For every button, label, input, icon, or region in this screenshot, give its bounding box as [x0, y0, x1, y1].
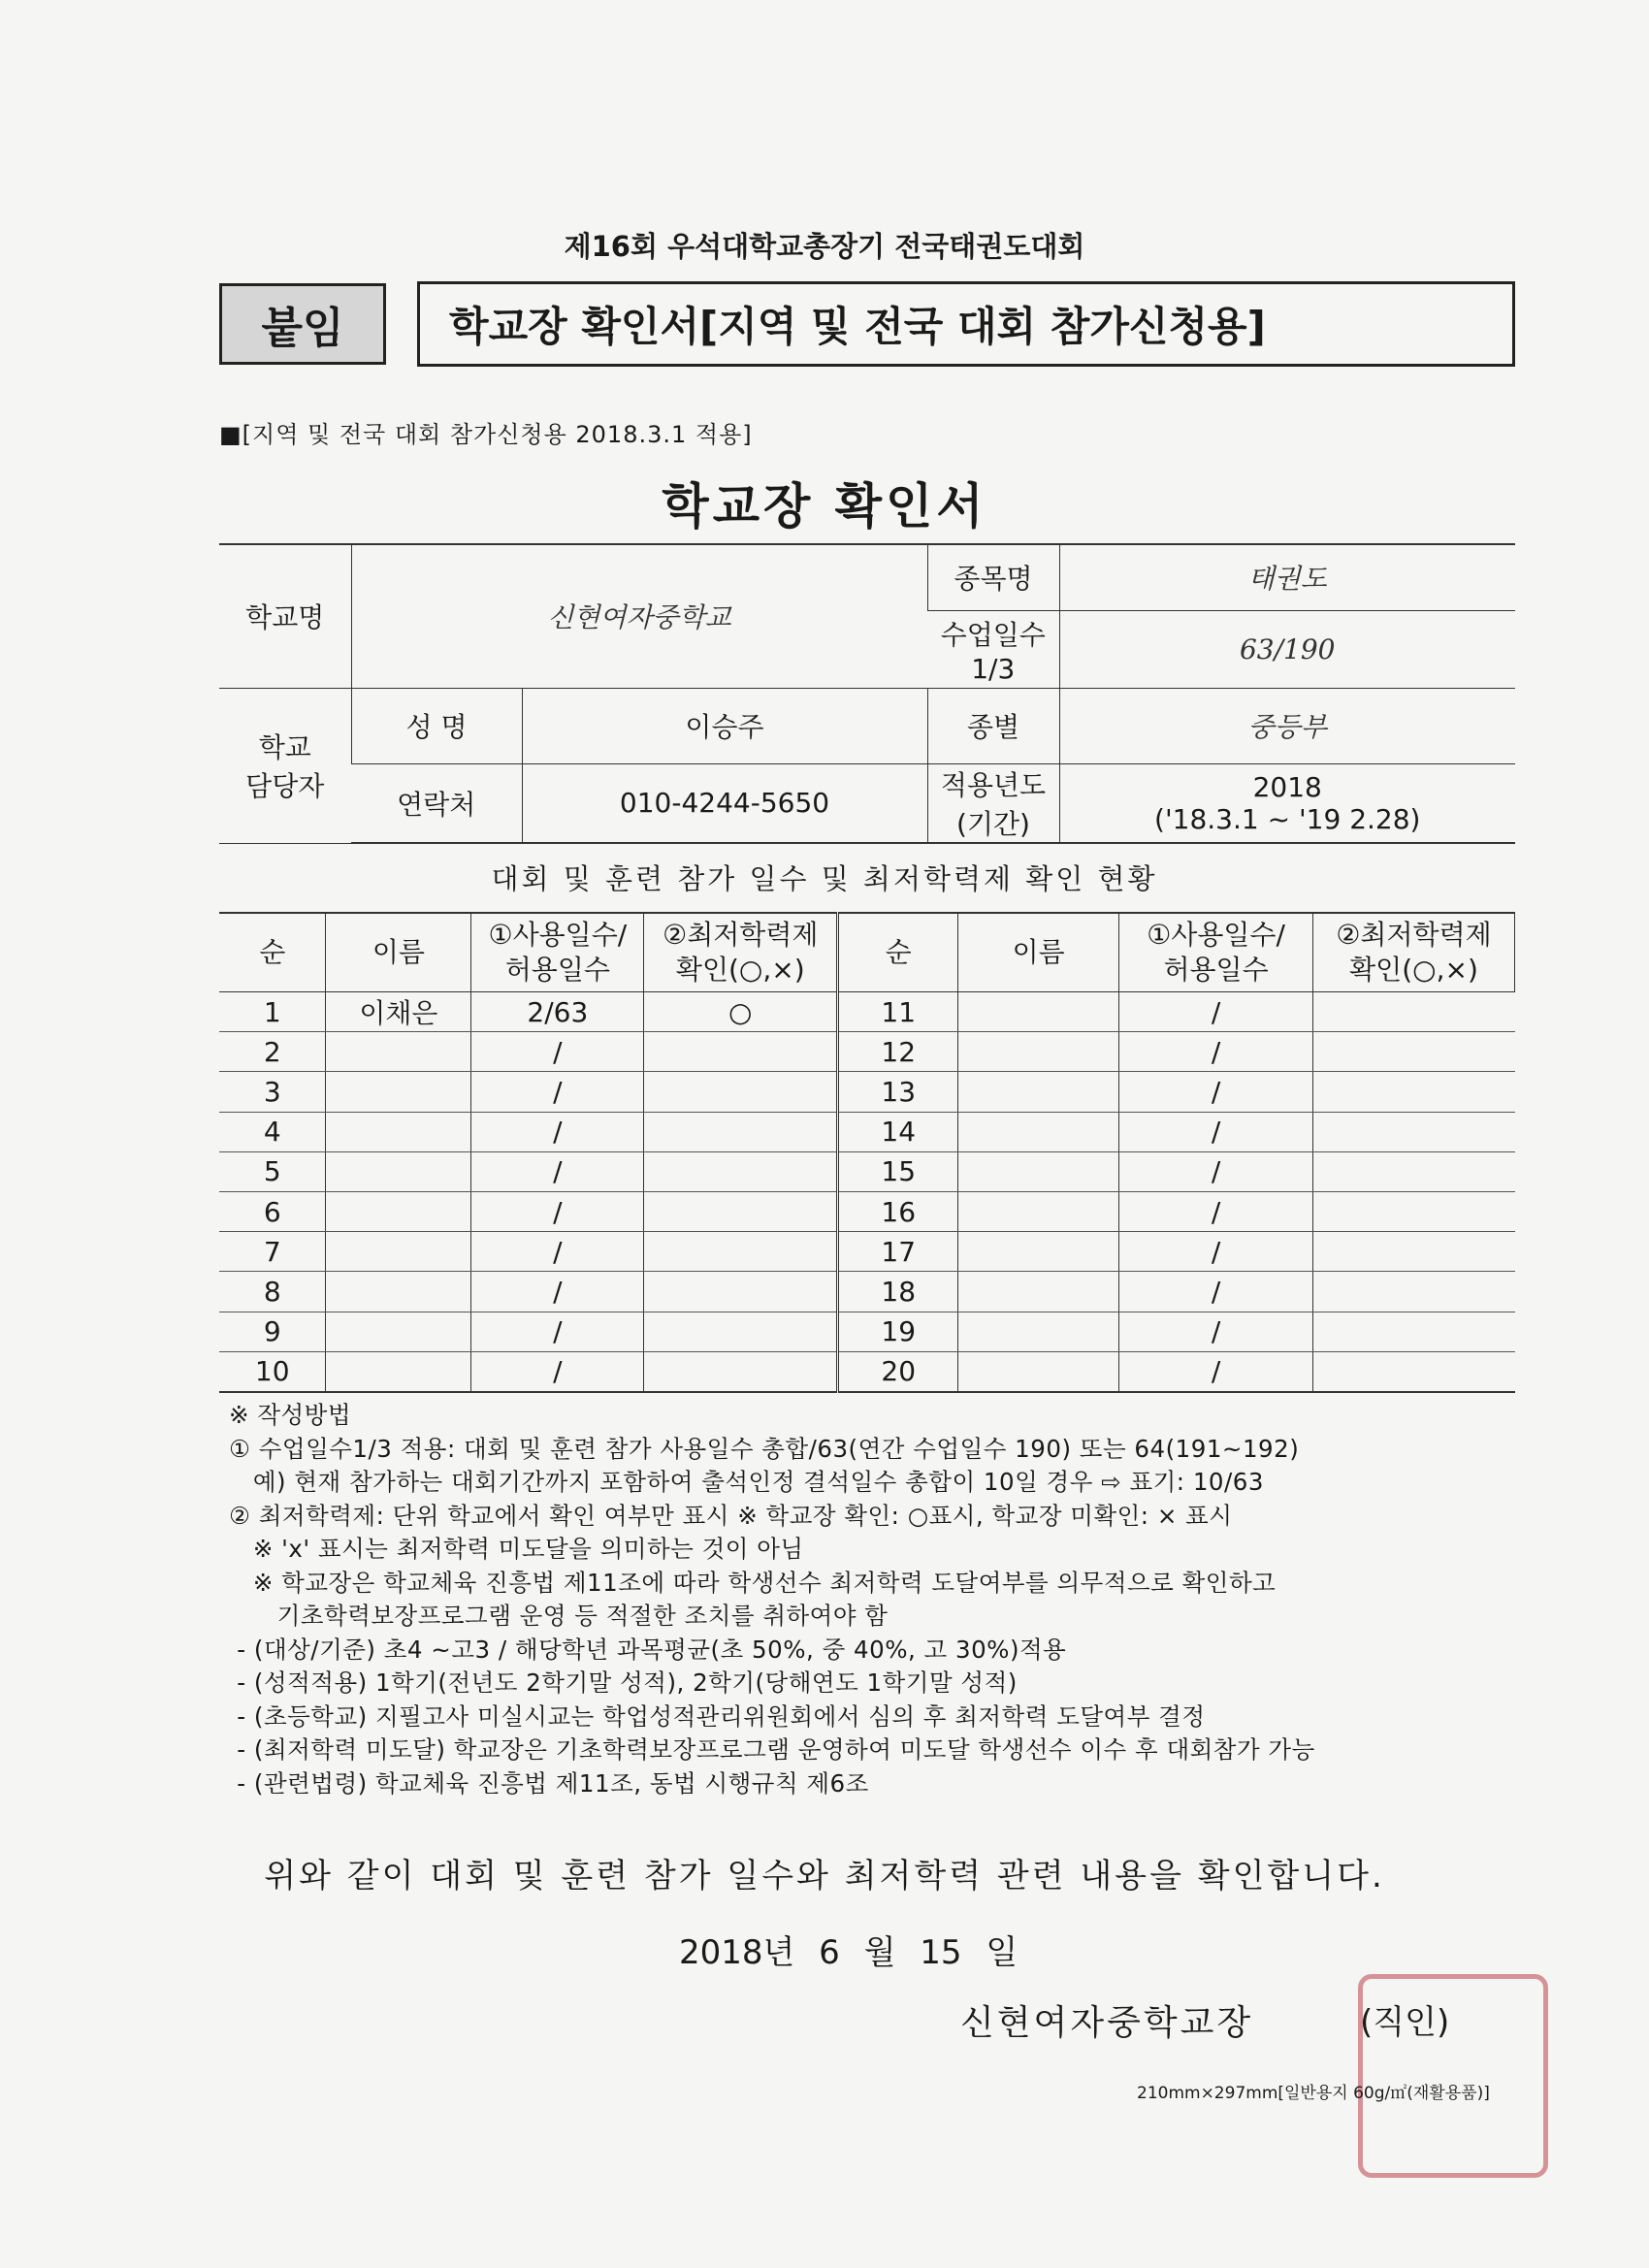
cell-days: / — [1119, 992, 1313, 1032]
cell-name — [958, 1032, 1119, 1072]
instruction-line: - (대상/기준) 초4 ~고3 / 해당학년 과목평균(초 50%, 중 40%, 고 30%)적용 — [229, 1635, 1067, 1664]
table-row — [219, 1072, 1515, 1112]
cell-no: 5 — [219, 1151, 326, 1191]
instruction-line: 기초학력보장프로그램 운영 등 적절한 조치를 취하여야 함 — [229, 1602, 889, 1630]
form-title: 학교장 확인서[지역 및 전국 대회 참가신청용] — [417, 281, 1515, 367]
cell-name — [326, 1151, 471, 1191]
apply-note: ■[지역 및 전국 대회 참가신청용 2018.3.1 적용] — [219, 421, 753, 448]
table-row — [219, 992, 1515, 1032]
header-no: 순 — [838, 913, 958, 992]
cell-no: 19 — [838, 1312, 958, 1351]
table-row — [219, 1232, 1515, 1272]
cell-check — [1313, 1072, 1515, 1112]
instruction-line: ② 최저학력제: 단위 학교에서 확인 여부만 표시 ※ 학교장 확인: ○표시, 학교장 미확인: × 표시 — [229, 1501, 1233, 1530]
header-name: 이름 — [326, 913, 471, 992]
cell-check — [1313, 1151, 1515, 1191]
paper-spec: 210mm×297mm[일반용지 60g/㎡(재활용품)] — [1137, 2084, 1490, 2103]
cell-days: / — [1119, 1151, 1313, 1191]
instruction-line: ※ 'x' 표시는 최저학력 미도달을 의미하는 것이 아님 — [229, 1535, 804, 1563]
cell-no: 2 — [219, 1032, 326, 1072]
days-label: 수업일수 1/3 — [927, 610, 1059, 688]
cell-no: 9 — [219, 1312, 326, 1351]
cell-no: 3 — [219, 1072, 326, 1112]
cell-no: 15 — [838, 1151, 958, 1191]
cell-no: 8 — [219, 1272, 326, 1312]
cell-no: 10 — [219, 1351, 326, 1392]
cell-check — [644, 1272, 838, 1312]
cell-no: 1 — [219, 992, 326, 1032]
cell-days: / — [471, 1232, 644, 1272]
header-days: ①사용일수/ 허용일수 — [1119, 913, 1313, 992]
cell-name: 이채은 — [326, 992, 471, 1032]
cell-name — [958, 1151, 1119, 1191]
seal-label: (직인) — [1360, 2003, 1450, 2042]
contact-label: 연락처 — [351, 763, 522, 843]
cell-days: / — [1119, 1112, 1313, 1151]
cell-days: / — [471, 1151, 644, 1191]
instruction-line: - (관련법령) 학교체육 진흥법 제11조, 동법 시행규칙 제6조 — [229, 1768, 869, 1798]
cell-name — [326, 1312, 471, 1351]
cell-days: / — [471, 1191, 644, 1231]
instruction-line: - (성적적용) 1학기(전년도 2학기말 성적), 2학기(당해연도 1학기말 성적) — [229, 1669, 1018, 1697]
header-days: ①사용일수/ 허용일수 — [471, 913, 644, 992]
instruction-line: - (초등학교) 지필고사 미실시교는 학업성적관리위원회에서 심의 후 최저학력 도달여부 결정 — [229, 1701, 1206, 1731]
school-value: 신현여자중학교 — [351, 544, 927, 688]
section-title: 대회 및 훈련 참가 일수 및 최저학력제 확인 현황 — [491, 862, 1158, 895]
cell-name — [326, 1191, 471, 1231]
division-label: 종별 — [927, 688, 1059, 763]
instruction-line: ※ 작성방법 — [229, 1401, 351, 1429]
year-label: 적용년도 (기간) — [927, 763, 1059, 843]
instruction-line: 예) 현재 참가하는 대회기간까지 포함하여 출석인정 결석일수 총합이 10일 경우 ⇨ 표기: 10/63 — [229, 1468, 1264, 1496]
cell-name — [958, 1312, 1119, 1351]
cell-name — [958, 1232, 1119, 1272]
cell-check — [1313, 1191, 1515, 1231]
school-label: 학교명 — [219, 544, 351, 688]
sport-value: 태권도 — [1059, 544, 1515, 610]
cell-days: 2/63 — [471, 992, 644, 1032]
cell-check: ○ — [644, 992, 838, 1032]
cell-check — [1313, 1232, 1515, 1272]
cell-no: 6 — [219, 1191, 326, 1231]
cell-no: 17 — [838, 1232, 958, 1272]
cell-days: / — [471, 1072, 644, 1112]
table-row — [219, 1191, 1515, 1231]
cell-no: 7 — [219, 1232, 326, 1272]
table-row — [219, 1312, 1515, 1351]
header-name: 이름 — [958, 913, 1119, 992]
cell-no: 20 — [838, 1351, 958, 1392]
cell-name — [326, 1032, 471, 1072]
cell-no: 16 — [838, 1191, 958, 1231]
cell-name — [326, 1351, 471, 1392]
division-value: 중등부 — [1059, 688, 1515, 763]
cell-name — [326, 1072, 471, 1112]
cell-check — [644, 1072, 838, 1112]
cell-no: 11 — [838, 992, 958, 1032]
cell-name — [958, 1191, 1119, 1231]
table-row — [219, 1032, 1515, 1072]
header-check: ②최저학력제 확인(○,×) — [644, 913, 838, 992]
cell-name — [326, 1272, 471, 1312]
cell-days: / — [1119, 1032, 1313, 1072]
days-value: 63/190 — [1059, 610, 1515, 688]
instructions — [229, 1399, 1529, 1800]
cell-days: / — [471, 1351, 644, 1392]
name-label: 성 명 — [351, 688, 522, 763]
cell-check — [644, 1312, 838, 1351]
cell-no: 12 — [838, 1032, 958, 1072]
year-value: 2018 ('18.3.1 ~ '19 2.28) — [1059, 763, 1515, 843]
cell-no: 4 — [219, 1112, 326, 1151]
instruction-line: ① 수업일수1/3 적용: 대회 및 훈련 참가 사용일수 총합/63(연간 수업일수 190) 또는 64(191~192) — [229, 1434, 1300, 1463]
cell-check — [1313, 1272, 1515, 1312]
info-table — [219, 543, 1515, 844]
header-no: 순 — [219, 913, 326, 992]
cell-no: 13 — [838, 1072, 958, 1112]
cell-check — [1313, 1032, 1515, 1072]
cell-days: / — [471, 1312, 644, 1351]
event-title: 제16회 우석대학교총장기 전국태권도대회 — [564, 230, 1085, 263]
cell-no: 14 — [838, 1112, 958, 1151]
cell-no: 18 — [838, 1272, 958, 1312]
cell-check — [644, 1232, 838, 1272]
document-title: 학교장 확인서 — [662, 478, 987, 535]
contact-value: 010-4244-5650 — [522, 763, 927, 843]
cell-days: / — [1119, 1351, 1313, 1392]
cell-check — [644, 1112, 838, 1151]
table-row — [219, 1112, 1515, 1151]
manager-label: 학교 담당자 — [219, 688, 351, 843]
cell-check — [644, 1151, 838, 1191]
cell-name — [958, 1351, 1119, 1392]
cell-check — [1313, 992, 1515, 1032]
cell-name — [958, 992, 1119, 1032]
cell-name — [326, 1232, 471, 1272]
cell-days: / — [1119, 1312, 1313, 1351]
cell-check — [1313, 1112, 1515, 1151]
table-row — [219, 1272, 1515, 1312]
cell-days: / — [1119, 1272, 1313, 1312]
cell-name — [958, 1072, 1119, 1112]
instruction-line: - (최저학력 미도달) 학교장은 기초학력보장프로그램 운영하여 미도달 학생선수 이수 후 대회참가 가능 — [229, 1735, 1315, 1764]
participation-table — [219, 912, 1515, 1393]
header-check: ②최저학력제 확인(○,×) — [1313, 913, 1515, 992]
sport-label: 종목명 — [927, 544, 1059, 610]
cell-name — [958, 1272, 1119, 1312]
cell-days: / — [471, 1032, 644, 1072]
cell-check — [644, 1351, 838, 1392]
cell-name — [326, 1112, 471, 1151]
cell-check — [1313, 1351, 1515, 1392]
name-value: 이승주 — [522, 688, 927, 763]
table-row — [219, 1351, 1515, 1392]
attachment-label: 붙임 — [219, 283, 386, 365]
cell-days: / — [1119, 1191, 1313, 1231]
table-row — [219, 1151, 1515, 1191]
cell-name — [958, 1112, 1119, 1151]
cell-check — [644, 1191, 838, 1231]
cell-days: / — [471, 1112, 644, 1151]
cell-check — [1313, 1312, 1515, 1351]
cell-days: / — [471, 1272, 644, 1312]
cell-check — [644, 1032, 838, 1072]
principal-name: 신현여자중학교장 — [960, 2003, 1254, 2043]
cell-days: / — [1119, 1072, 1313, 1112]
instruction-line: ※ 학교장은 학교체육 진흥법 제11조에 따라 학생선수 최저학력 도달여부를 의무적으로 확인하고 — [229, 1568, 1277, 1597]
confirm-statement: 위와 같이 대회 및 훈련 참가 일수와 최저학력 관련 내용을 확인합니다. — [264, 1857, 1385, 1895]
cell-days: / — [1119, 1232, 1313, 1272]
signing-date: 2018년 6 월 15 일 — [679, 1933, 1018, 1972]
